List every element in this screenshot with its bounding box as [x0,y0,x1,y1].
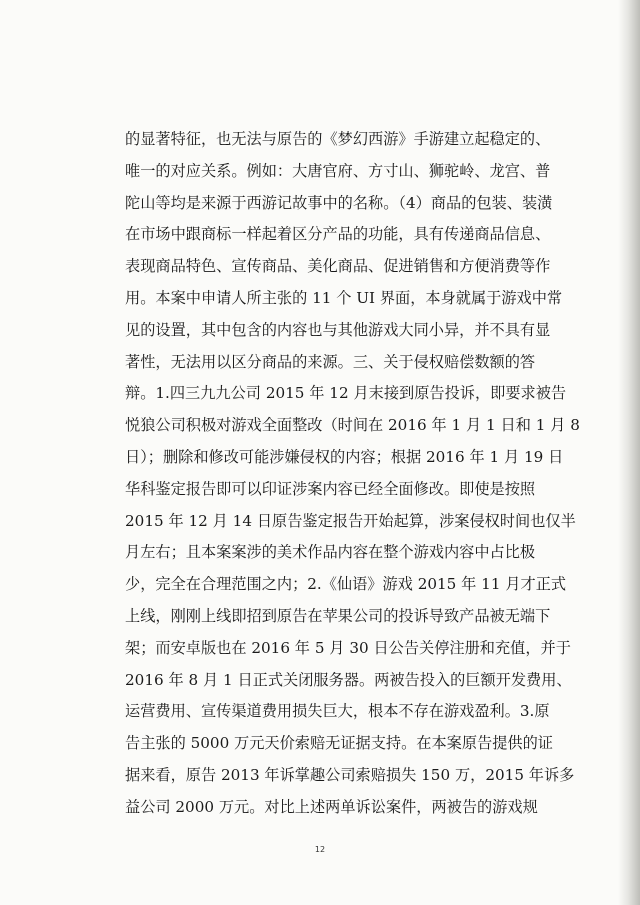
text-line: 益公司 2000 万元。对比上述两单诉讼案件，两被告的游戏规 [125,797,538,816]
text-line: 运营费用、宣传渠道费用损失巨大，根本不存在游戏盈利。3.原 [125,702,550,721]
text-line: 华科鉴定报告即可以印证涉案内容已经全面修改。即使是按照 [125,479,536,498]
text-line: 唯一的对应关系。例如：大唐官府、方寸山、狮驼岭、龙宫、普 [125,161,551,180]
text-line: 表现商品特色、宣传商品、美化商品、促进销售和方便消费等作 [125,257,551,276]
text-line: 见的设置，其中包含的内容也与其他游戏大同小异，并不具有显 [125,320,551,339]
text-line: 据来看，原告 2013 年诉掌趣公司索赔损失 150 万，2015 年诉多 [125,765,575,784]
text-line: 2016 年 8 月 1 日正式关闭服务器。两被告投入的巨额开发费用、 [125,670,572,689]
text-line: 少，完全在合理范围之内；2.《仙语》游戏 2015 年 11 月才正式 [125,575,567,594]
text-line: 用。本案中申请人所主张的 11 个 UI 界面，本身就属于游戏中常 [125,288,563,307]
text-line: 在市场中跟商标一样起着区分产品的功能，具有传递商品信息、 [125,225,551,244]
scan-edge-shadow [618,0,640,905]
text-line: 辩。1.四三九九公司 2015 年 12 月末接到原告投诉，即要求被告 [125,384,567,403]
body-text [125,129,580,829]
text-line: 月左右；且本案案涉的美术作品内容在整个游戏内容中占比极 [125,543,536,562]
text-line: 陀山等均是来源于西游记故事中的名称。（4）商品的包装、装潢 [125,193,553,212]
text-line: 上线，刚刚上线即招到原告在苹果公司的投诉导致产品被无端下 [125,606,551,625]
text-line: 日）；删除和修改可能涉嫌侵权的内容；根据 2016 年 1 月 19 日 [125,447,564,466]
text-line: 架；而安卓版也在 2016 年 5 月 30 日公告关停注册和充值，并于 [125,638,571,657]
text-line: 的显著特征，也无法与原告的《梦幻西游》手游建立起稳定的、 [125,130,551,148]
text-line: 悦狼公司积极对游戏全面整改（时间在 2016 年 1 月 1 日和 1 月 8 [125,416,580,435]
page-number: 12 [314,845,326,854]
text-line: 2015 年 12 月 14 日原告鉴定报告开始起算，涉案侵权时间也仅半 [125,511,576,530]
text-line: 著性，无法用以区分商品的来源。三、关于侵权赔偿数额的答 [125,352,536,371]
text-line: 告主张的 5000 万元天价索赔无证据支持。在本案原告提供的证 [125,734,553,753]
